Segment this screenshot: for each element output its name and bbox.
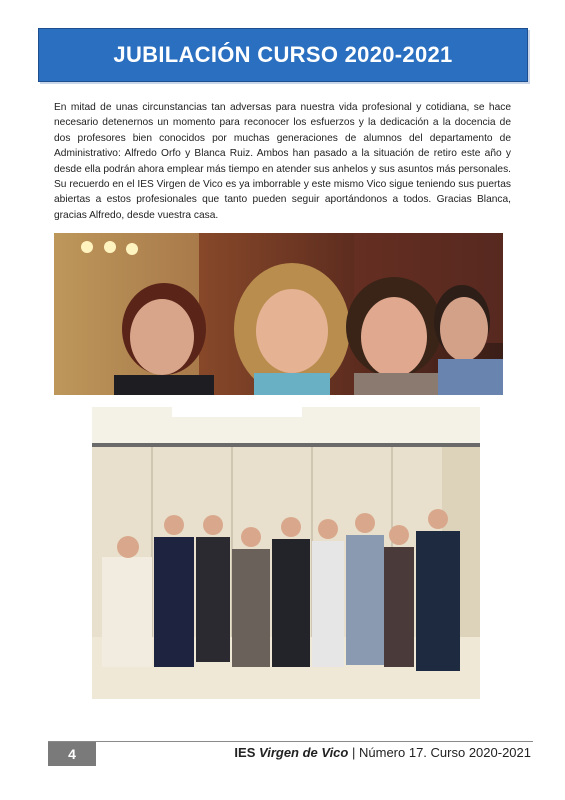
footer-issue: Número 17. Curso 2020-2021 bbox=[359, 745, 531, 760]
page-number: 4 bbox=[48, 742, 96, 766]
footer-divider bbox=[48, 741, 533, 742]
footer-publication bbox=[234, 745, 531, 760]
footer-separator: | bbox=[351, 745, 356, 760]
title-banner bbox=[38, 28, 528, 82]
footer-school-name: Virgen de Vico bbox=[259, 745, 349, 760]
footer-school-prefix: IES bbox=[234, 745, 256, 760]
page-title: JUBILACIÓN CURSO 2020-2021 bbox=[113, 42, 453, 67]
photo-dinner-group bbox=[54, 233, 503, 395]
article-paragraph: En mitad de unas circunstancias tan adversas para nuestra vida profesional y cotidiana, se hace necesario detenernos un momento para reconocer los esfuerzos y la dedicación a la docencia de dos profesores bien conocidos por muchas generaciones de alumnos del departamento de Administrativo: Alfredo Orfo y Blanca Ruiz. Ambos han pasado a la situación de retiro este año y desde ella podrán ahora emplear más tiempo en atender sus anhelos y sus asuntos más personales. Su recuerdo en el IES Virgen de Vico es ya imborrable y este mismo Vico sigue teniendo sus puertas abiertas a estos profesionales que tanto pueden seguir aportándonos a todos. Gracias Blanca, gracias Alfredo, desde vuestra casa. bbox=[54, 102, 511, 221]
photo-staff-group bbox=[92, 407, 480, 699]
